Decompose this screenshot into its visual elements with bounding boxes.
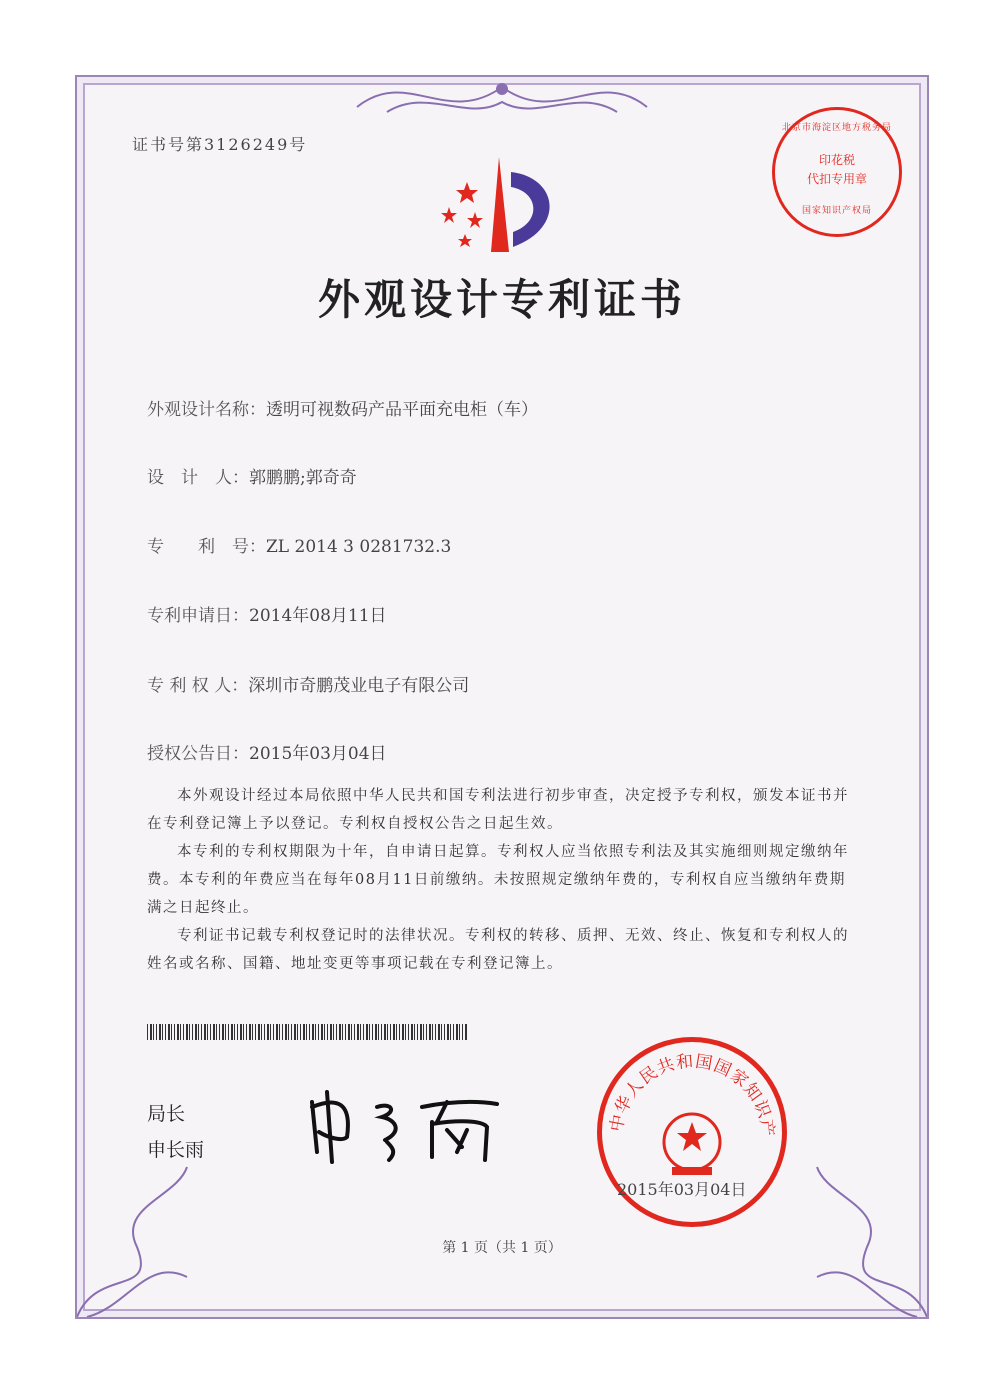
field-label: 授权公告日： (147, 744, 249, 764)
field-value: ZL 2014 3 0281732.3 (266, 537, 452, 557)
director-title: 局长 (147, 1103, 186, 1125)
field-label: 专 利 权 人： (147, 676, 249, 696)
field-design-name (147, 395, 538, 420)
field-label: 设 计 人： (147, 468, 249, 488)
certificate-serial: 证书号第3126249号 (132, 135, 308, 154)
seal-date: 2015年03月04日 (617, 1180, 747, 1199)
director-signature (297, 1082, 517, 1167)
field-value: 2014年08月11日 (249, 606, 387, 626)
field-patentee (147, 671, 469, 696)
tax-stamp-line1: 印花税 (818, 153, 855, 167)
field-patent-number (147, 532, 451, 557)
patent-certificate (75, 75, 929, 1319)
page-number: 第 1 页（共 1 页） (442, 1240, 562, 1256)
director-name: 申长雨 (147, 1139, 205, 1161)
field-value: 透明可视数码产品平面充电柜（车） (266, 400, 538, 420)
field-value: 郭鹏鹏;郭奇奇 (249, 468, 357, 488)
field-value: 2015年03月04日 (249, 744, 387, 764)
field-value: 深圳市奇鹏茂业电子有限公司 (248, 676, 470, 696)
field-label: 外观设计名称： (147, 400, 266, 420)
tax-stamp-line2: 代扣专用章 (806, 172, 867, 186)
tax-stamp-outer-text: 北京市海淀区地方税务局 (781, 123, 892, 133)
national-seal-text: 中华人民共和国国家知识产 (606, 1051, 778, 1139)
paragraph-2: 本专利的专利权期限为十年，自申请日起算。专利权人应当依照专利法及其实施细则规定缴纳年费。本专利的年费应当在每年08月11日前缴纳。未按照规定缴纳年费的，专利权自应当缴纳年费期满之日起终止。 (147, 844, 849, 916)
certificate-title: 外观设计专利证书 (317, 275, 686, 324)
svg-text:中华人民共和国国家知识产权局 (602, 1042, 777, 1138)
field-label: 专利申请日： (147, 606, 249, 626)
field-designer (147, 463, 357, 488)
tax-stamp (772, 107, 902, 237)
tax-stamp-bottom-text: 国家知识产权局 (801, 206, 872, 216)
field-application-date (147, 601, 387, 626)
field-grant-date (147, 739, 387, 764)
barcode (147, 1024, 467, 1040)
paragraph-1: 本外观设计经过本局依照中华人民共和国专利法进行初步审查，决定授予专利权，颁发本证书并在专利登记簿上予以登记。专利权自授权公告之日起生效。 (147, 788, 849, 832)
paragraph-3: 专利证书记载专利权登记时的法律状况。专利权的转移、质押、无效、终止、恢复和专利权人的姓名或名称、国籍、地址变更等事项记载在专利登记簿上。 (147, 928, 849, 972)
field-label: 专 利 号： (147, 537, 266, 557)
patent-office-logo-icon (427, 152, 577, 262)
top-ornament (347, 75, 657, 127)
